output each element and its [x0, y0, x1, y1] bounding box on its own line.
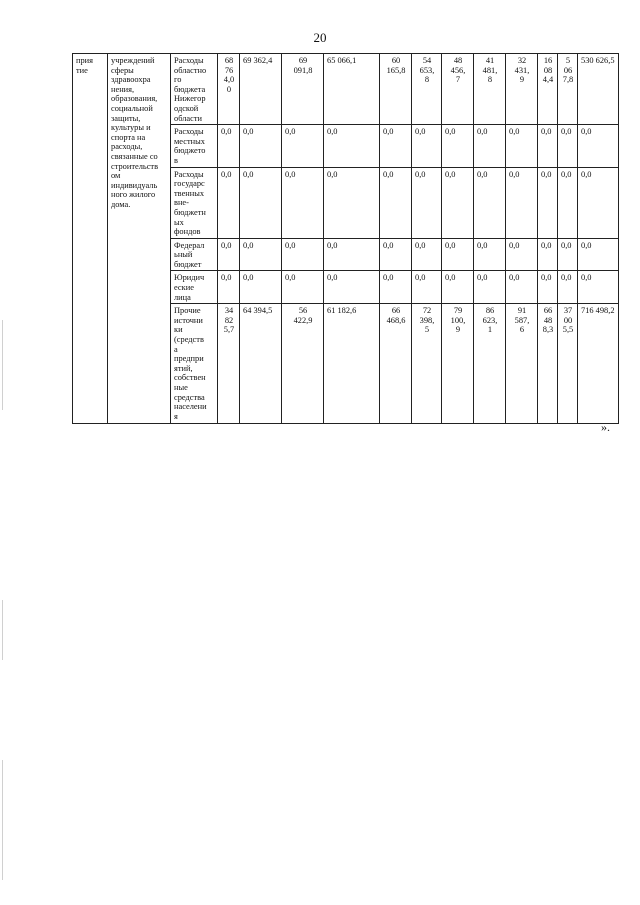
value-cell: 86 623, 1 — [474, 304, 506, 424]
value-cell: 56 422,9 — [282, 304, 324, 424]
value-cell: 0,0 — [506, 238, 538, 271]
scan-edge-line — [2, 760, 3, 880]
value-cell: 0,0 — [578, 167, 619, 238]
value-cell: 0,0 — [240, 125, 282, 167]
scan-edge-line — [2, 600, 3, 660]
value-cell: 0,0 — [218, 238, 240, 271]
value-cell: 0,0 — [442, 125, 474, 167]
value-cell: 0,0 — [442, 238, 474, 271]
value-cell: 41 481, 8 — [474, 54, 506, 125]
funding-source-cell: Федерал ьный бюджет — [171, 238, 218, 271]
value-cell: 79 100, 9 — [442, 304, 474, 424]
value-cell: 0,0 — [558, 125, 578, 167]
value-cell: 0,0 — [218, 125, 240, 167]
value-cell: 0,0 — [506, 125, 538, 167]
value-cell: 60 165,8 — [380, 54, 412, 125]
value-cell: 72 398, 5 — [412, 304, 442, 424]
table-row — [73, 54, 619, 125]
value-cell: 0,0 — [412, 271, 442, 304]
measure-fragment-cell: прия тие — [73, 54, 108, 424]
value-cell: 69 091,8 — [282, 54, 324, 125]
page-number: 20 — [313, 30, 327, 45]
value-cell: 0,0 — [240, 238, 282, 271]
value-cell: 0,0 — [474, 271, 506, 304]
funding-source-cell: Расходы государс твенных вне- бюджетн ых фондов — [171, 167, 218, 238]
value-cell: 64 394,5 — [240, 304, 282, 424]
value-cell: 34 82 5,7 — [218, 304, 240, 424]
value-cell: 0,0 — [538, 271, 558, 304]
value-cell: 0,0 — [538, 238, 558, 271]
value-cell: 0,0 — [412, 238, 442, 271]
value-cell: 0,0 — [506, 167, 538, 238]
value-cell: 65 066,1 — [324, 54, 380, 125]
value-cell: 16 08 4,4 — [538, 54, 558, 125]
value-cell: 37 00 5,5 — [558, 304, 578, 424]
value-cell: 0,0 — [578, 238, 619, 271]
value-cell: 0,0 — [282, 167, 324, 238]
value-cell: 0,0 — [324, 167, 380, 238]
value-cell: 0,0 — [558, 238, 578, 271]
value-cell: 0,0 — [474, 167, 506, 238]
value-cell: 0,0 — [324, 125, 380, 167]
value-cell: 0,0 — [578, 271, 619, 304]
closing-quote: ». — [601, 420, 610, 434]
value-cell: 61 182,6 — [324, 304, 380, 424]
value-cell: 0,0 — [240, 167, 282, 238]
value-cell: 68 76 4,0 0 — [218, 54, 240, 125]
value-cell: 0,0 — [538, 167, 558, 238]
value-cell: 54 653, 8 — [412, 54, 442, 125]
measure-description-cell: учреждений сферы здравоохра нения, образования, социальной защиты, культуры и спорта на расходы, связанные со строительств ом индивидуаль ного жилого дома. — [108, 54, 171, 424]
value-cell: 0,0 — [380, 271, 412, 304]
funding-source-cell: Юридич еские лица — [171, 271, 218, 304]
value-cell: 0,0 — [506, 271, 538, 304]
value-cell: 69 362,4 — [240, 54, 282, 125]
value-cell: 0,0 — [324, 238, 380, 271]
funding-source-cell: Расходы местных бюджето в — [171, 125, 218, 167]
value-cell: 0,0 — [412, 125, 442, 167]
value-cell: 66 48 8,3 — [538, 304, 558, 424]
value-cell: 91 587, 6 — [506, 304, 538, 424]
value-cell: 0,0 — [474, 238, 506, 271]
value-cell: 0,0 — [538, 125, 558, 167]
value-cell: 66 468,6 — [380, 304, 412, 424]
value-cell: 0,0 — [324, 271, 380, 304]
scan-edge-line — [2, 320, 3, 410]
value-cell: 0,0 — [380, 238, 412, 271]
value-cell: 0,0 — [240, 271, 282, 304]
value-cell: 530 626,5 — [578, 54, 619, 125]
value-cell: 48 456, 7 — [442, 54, 474, 125]
value-cell: 0,0 — [282, 125, 324, 167]
value-cell: 0,0 — [380, 125, 412, 167]
value-cell: 0,0 — [474, 125, 506, 167]
value-cell: 716 498,2 — [578, 304, 619, 424]
value-cell: 0,0 — [218, 167, 240, 238]
value-cell: 0,0 — [558, 271, 578, 304]
funding-source-cell: Расходы областно го бюджета Нижегор одской области — [171, 54, 218, 125]
value-cell: 5 06 7,8 — [558, 54, 578, 125]
value-cell: 0,0 — [282, 238, 324, 271]
value-cell: 0,0 — [380, 167, 412, 238]
value-cell: 32 431, 9 — [506, 54, 538, 125]
value-cell: 0,0 — [442, 271, 474, 304]
value-cell: 0,0 — [442, 167, 474, 238]
funding-source-cell: Прочие источни ки (средств а предпри ятий, собствен ные средства населени я — [171, 304, 218, 424]
value-cell: 0,0 — [412, 167, 442, 238]
value-cell: 0,0 — [218, 271, 240, 304]
funding-table — [72, 53, 619, 424]
value-cell: 0,0 — [282, 271, 324, 304]
value-cell: 0,0 — [558, 167, 578, 238]
value-cell: 0,0 — [578, 125, 619, 167]
